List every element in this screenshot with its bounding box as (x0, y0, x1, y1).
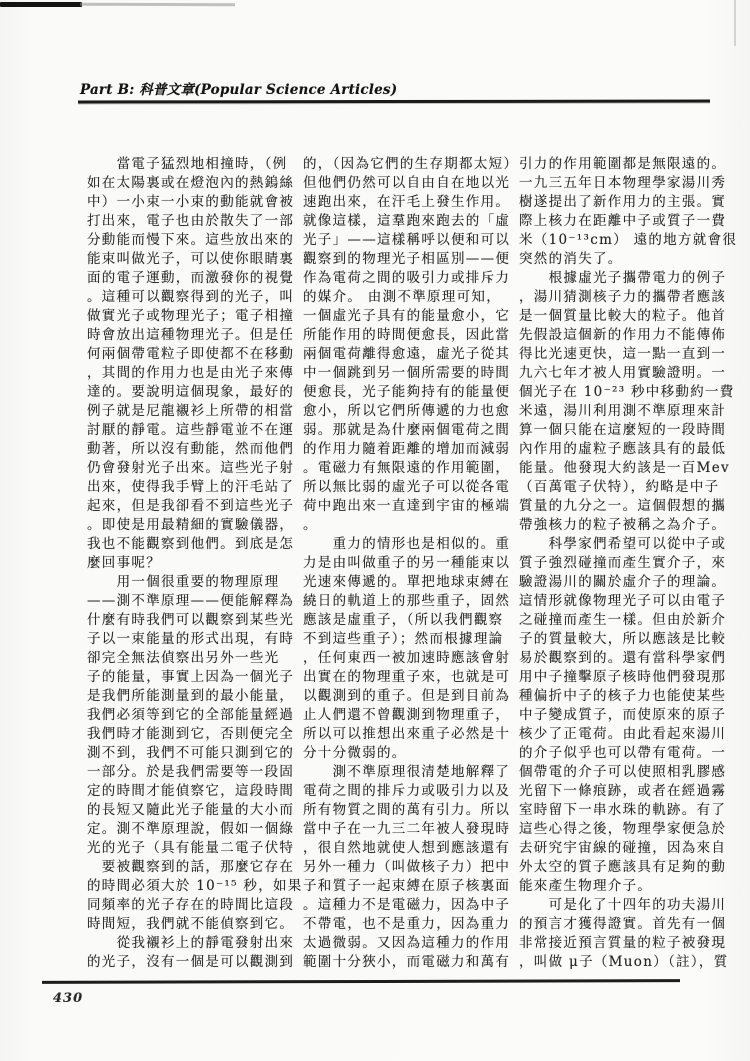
text-line: 分動能而慢下來。這些放出來的 (87, 232, 295, 248)
text-line: 所能作用的時間便愈長，因此當 (303, 327, 511, 343)
text-line: 子的質量較大，所以應該是比較 (519, 631, 727, 647)
text-line: 定的時間才能偵察它，這段時間 (87, 783, 295, 799)
text-line: 非常接近預言質量的粒子被發現 (519, 935, 727, 951)
text-line: 個帶電的介子可以使照相乳膠感 (519, 764, 727, 780)
text-line: 測不到，我們不可能只測到它的 (87, 745, 295, 761)
text-line: 愈小，所以它們所傳遞的力也愈 (303, 403, 511, 419)
text-line: 的，（因為它們的生存期都太短） (303, 156, 519, 172)
text-line: 討厭的靜電。這些靜電並不在運 (87, 422, 295, 438)
text-line: 動著，所以沒有動能，然而他們 (87, 441, 295, 457)
text-line: 所以無比弱的虛光子可以從各電 (303, 479, 511, 495)
text-line: 速跑出來，在汗毛上發生作用。 (303, 194, 511, 210)
text-line: 定。測不準原理說，假如一個綠 (87, 821, 295, 837)
text-line: 分十分微弱的。 (303, 745, 407, 761)
text-line: 所有物質之間的萬有引力。所以 (303, 802, 511, 818)
text-column-2 (303, 155, 519, 972)
text-line: 電荷之間的排斥力或吸引力以及 (303, 783, 511, 799)
text-line: 光子」——這樣稱呼以便和可以 (303, 232, 511, 248)
page-number: 430 (53, 991, 84, 1006)
text-line: 的介子似乎也可以帶有電荷。一 (519, 745, 727, 761)
text-line: 。這種力不是電磁力，因為中子 (303, 897, 511, 913)
text-line: 能束叫做光子，可以使你眼睛裏 (87, 251, 295, 267)
text-line: 去研究宇宙線的碰撞，因為來自 (519, 840, 727, 856)
text-line: 米遠，湯川利用測不準原理來計 (519, 403, 727, 419)
text-line: 質量的九分之一。這個假想的攜 (519, 498, 727, 514)
text-line: 仍會發射光子出來。這些光子射 (87, 460, 295, 476)
text-line: 出實在的物理重子來，也就是可 (303, 669, 511, 685)
text-line: 引力的作用範圍都是無限遠的。 (519, 156, 727, 172)
text-line: 要被觀察到的話，那麼它存在 (87, 859, 295, 875)
text-line: 的作用力隨着距離的增加而減弱 (303, 441, 511, 457)
text-line: 觀察到的物理光子相區別——便 (303, 251, 511, 267)
text-line: 這情形就像物理光子可以由電子 (519, 593, 727, 609)
text-line: 面的電子運動，而激發你的視覺 (87, 270, 295, 286)
text-line: 子以一束能量的形式出現，有時 (87, 631, 295, 647)
text-line: 我們必須等到它的全部能量經過 (87, 707, 295, 723)
text-line: 驗證湯川的關於虛介子的理論。 (519, 574, 727, 590)
text-line: 時間短，我們就不能偵察到它。 (87, 916, 295, 932)
text-line: 一部分。於是我們需要等一段固 (87, 764, 295, 780)
text-line: 可是化了十四年的功夫湯川 (519, 897, 727, 913)
text-line: 打出來，電子也由於散失了一部 (87, 213, 295, 229)
text-line: 就像這樣，這羣跑來跑去的「虛 (303, 213, 511, 229)
text-line: 。電磁力有無限遠的作用範圍， (303, 460, 511, 476)
text-line: 時會放出這種物理光子。但是任 (87, 327, 295, 343)
text-line: 米（10⁻¹³cm） 遠的地方就會很 (519, 232, 738, 248)
text-line: 內作用的虛粒子應該具有的最低 (519, 441, 727, 457)
text-line: 質子強烈碰撞而產生實介子，來 (519, 555, 727, 571)
text-line: 我也不能觀察到他們。到底是怎 (87, 536, 295, 552)
text-line: 樹遂提出了新作用力的主張。實 (519, 194, 727, 210)
text-line: 繞日的軌道上的那些重子，固然 (303, 593, 511, 609)
text-line: ——測不準原理——便能解釋為 (87, 593, 295, 609)
text-line: 作為電荷之間的吸引力或排斥力 (303, 270, 511, 286)
text-line: 根據虛光子攜帶電力的例子 (519, 270, 727, 286)
text-line: 什麼有時我們可以觀察到某些光 (87, 612, 295, 628)
text-line: 外太空的質子應該具有足夠的動 (519, 859, 727, 875)
text-line: 。 (303, 517, 318, 533)
text-line: 荷中跑出來一直達到宇宙的極端 (303, 498, 511, 514)
text-line: 室時留下一串水珠的軌跡。有了 (519, 802, 727, 818)
scan-artifact-top-left-faint (80, 3, 235, 6)
text-line: 得比光速更快，這一點一直到一 (519, 346, 727, 362)
text-line: 能來產生物理介子。 (519, 878, 653, 894)
text-line: 我們時才能測到它，否則便完全 (87, 726, 295, 742)
scan-artifact-top-left (0, 2, 82, 7)
text-line: 達的。要說明這個現象，最好的 (87, 384, 295, 400)
text-line: 做實光子或物理光子；電子相撞 (87, 308, 295, 324)
text-line: （百萬電子伏特），約略是中子 (519, 479, 720, 495)
text-line: ，很自然地就使人想到應該還有 (303, 840, 511, 856)
text-line: 科學家們希望可以從中子或 (519, 536, 727, 552)
header-rule (78, 100, 710, 104)
text-line: 的光子，沒有一個是可以觀測到 (87, 954, 295, 970)
text-line: 應該是虛重子，（所以我們觀察 (303, 612, 504, 628)
text-line: 種偏折中子的核子力也能使某些 (519, 688, 727, 704)
text-line: 先假設這個新的作用力不能傳佈 (519, 327, 727, 343)
text-line: 。即使是用最精細的實驗儀器， (87, 517, 295, 533)
text-line: 止人們還不曾觀測到物理重子， (303, 707, 511, 723)
text-line: 出來，使得我手臂上的汗毛站了 (87, 479, 295, 495)
text-line: 不到這些重子）；然而根據理論 (303, 631, 504, 647)
text-line: 的媒介。 由測不準原理可知， (303, 289, 501, 305)
footer-rule (42, 979, 680, 983)
text-line: 所以可以推想出來重子必然是十 (303, 726, 511, 742)
text-line: 當中子在一九三二年被人發現時 (303, 821, 511, 837)
text-line: 例子就是尼龍襯衫上所帶的相當 (87, 403, 295, 419)
text-line: 卻完全無法偵察出另外一些光 (87, 650, 280, 666)
text-line: 易於觀察到的。還有當科學家們 (519, 650, 727, 666)
text-line: 是一個質量比較大的粒子。他首 (519, 308, 727, 324)
text-line: ，湯川猜測核子力的攜帶者應該 (519, 289, 727, 305)
text-column-3 (519, 155, 738, 972)
text-line: 中）一小束一小束的動能就會被 (87, 194, 295, 210)
text-line: 。這種可以觀察得到的光子，叫 (87, 289, 295, 305)
text-line: 重力的情形也是相似的。重 (303, 536, 511, 552)
running-header: Part B: 科普文章(Popular Science Articles) (80, 82, 398, 98)
text-line: 便愈長，光子能夠持有的能量便 (303, 384, 511, 400)
text-line: 光速來傳遞的。單把地球束縛在 (303, 574, 511, 590)
text-line: ，叫做 μ子（Muon）（註），質 (519, 954, 729, 970)
text-line: 子的能量，事實上因為一個光子 (87, 669, 295, 685)
text-line: 算一個只能在這麼短的一段時間 (519, 422, 727, 438)
text-column-1 (87, 155, 303, 972)
text-line: 範圍十分狹小，而電磁力和萬有 (303, 954, 511, 970)
text-line: 一九三五年日本物理學家湯川秀 (519, 175, 727, 191)
text-line: 突然的消失了。 (519, 251, 623, 267)
text-line: 的時間必須大於 10⁻¹⁵ 秒，如果 (87, 878, 303, 894)
text-line: 的預言才獲得證實。首先有一個 (519, 916, 727, 932)
text-line: 以觀測到的重子。但是到目前為 (303, 688, 511, 704)
text-line: 如在太陽裏或在燈泡內的熱鎢絲 (87, 175, 295, 191)
text-line: 起來，但是我卻看不到這些光子 (87, 498, 295, 514)
text-line: 九六七年才被人用實驗證明。一 (519, 365, 727, 381)
text-line: 從我襯衫上的靜電發射出來 (87, 935, 295, 951)
text-line: 同頻率的光子存在的時間比這段 (87, 897, 295, 913)
text-line: 光留下一條痕跡，或者在經過霧 (519, 783, 727, 799)
text-line: 力是由叫做重子的另一種能束以 (303, 555, 511, 571)
text-line: 麼回事呢？ (87, 555, 161, 571)
text-line: 但他們仍然可以自由自在地以光 (303, 175, 511, 191)
text-line: 當電子猛烈地相撞時，（例 (87, 156, 288, 172)
text-line: 子和質子一起束縛在原子核裏面 (303, 878, 511, 894)
text-line: ，任何東西一被加速時應該會射 (303, 650, 511, 666)
text-line: 際上核力在距離中子或質子一費 (519, 213, 727, 229)
text-line: 之碰撞而產生一樣。但由於新介 (519, 612, 727, 628)
text-line: 用中子撞擊原子核時他們發現那 (519, 669, 727, 685)
text-line: 中子變成質子，而使原來的原子 (519, 707, 727, 723)
scan-artifact-right-edge (734, 0, 736, 46)
text-line: 核少了正電荷。由此看起來湯川 (519, 726, 727, 742)
text-line: 弱。那就是為什麼兩個電荷之間 (303, 422, 511, 438)
text-line: 光的光子（具有能量二電子伏特 (87, 840, 295, 856)
text-line: 太過微弱。又因為這種力的作用 (303, 935, 511, 951)
text-line: 兩個電荷離得愈遠，虛光子從其 (303, 346, 511, 362)
text-line: 個光子在 10⁻²³ 秒中移動約一費 (519, 384, 735, 400)
text-line: 用一個很重要的物理原理 (87, 574, 280, 590)
text-line: 中一個跳到另一個所需要的時間 (303, 365, 511, 381)
text-line: 是我們所能測量到的最小能量， (87, 688, 295, 704)
text-line: 不帶電，也不是重力，因為重力 (303, 916, 511, 932)
text-line: 帶強核力的粒子被稱之為介子。 (519, 517, 727, 533)
text-line: 這些心得之後，物理學家便急於 (519, 821, 727, 837)
text-line: 能量。他發現大約該是一百Mev (519, 460, 730, 476)
text-line: ，其間的作用力也是由光子來傳 (87, 365, 295, 381)
text-line: 測不準原理很清楚地解釋了 (303, 764, 511, 780)
text-line: 的長短又隨此光子能量的大小而 (87, 802, 295, 818)
text-line: 另外一種力（叫做核子力）把中 (303, 859, 511, 875)
text-line: 一個虛光子具有的能量愈小，它 (303, 308, 511, 324)
text-line: 何兩個帶電粒子即使都不在移動 (87, 346, 295, 362)
